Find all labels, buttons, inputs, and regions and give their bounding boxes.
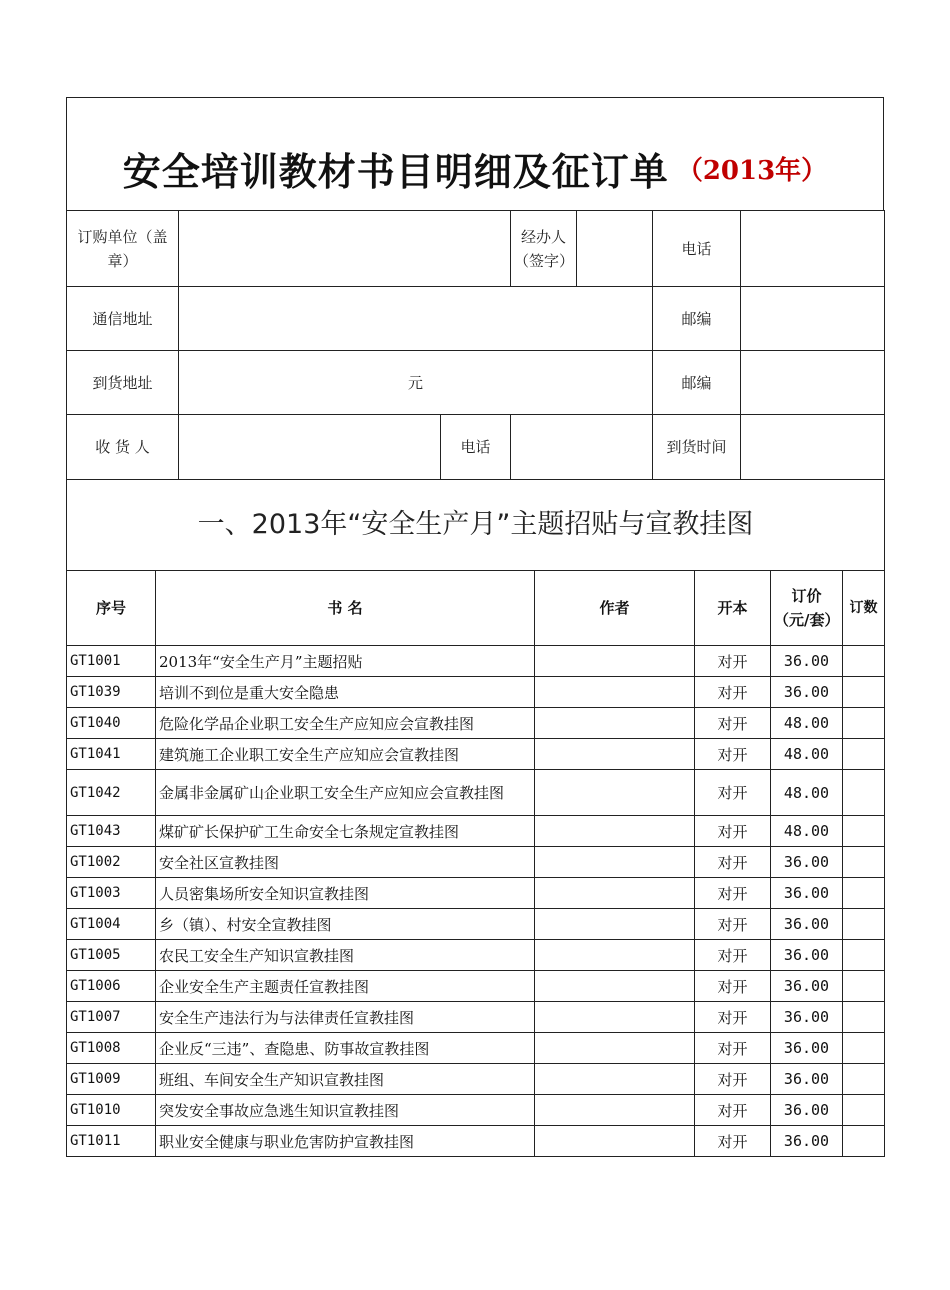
row-format: 对开 (695, 909, 771, 940)
handler-label: 经办人（签字） (511, 211, 577, 287)
table-row (67, 909, 885, 940)
row-name: 危险化学品企业职工安全生产应知应会宣教挂图 (156, 708, 535, 739)
row-price: 36.00 (771, 878, 843, 909)
row-code: GT1003 (67, 878, 156, 909)
row-name: 安全社区宣教挂图 (156, 847, 535, 878)
row-price: 36.00 (771, 1033, 843, 1064)
row-format: 对开 (695, 816, 771, 847)
table-row (67, 847, 885, 878)
row-name: 煤矿矿长保护矿工生命安全七条规定宣教挂图 (156, 816, 535, 847)
row-format: 对开 (695, 1064, 771, 1095)
row-author (535, 708, 695, 739)
row-price: 48.00 (771, 816, 843, 847)
row-price: 48.00 (771, 770, 843, 816)
header-format: 开本 (695, 571, 771, 646)
row-code: GT1002 (67, 847, 156, 878)
order-info-table (66, 210, 885, 571)
address-field[interactable] (179, 287, 653, 351)
table-row (67, 1126, 885, 1157)
row-code: GT1039 (67, 677, 156, 708)
row-author (535, 971, 695, 1002)
row-price: 36.00 (771, 1126, 843, 1157)
row-name: 培训不到位是重大安全隐患 (156, 677, 535, 708)
row-code: GT1005 (67, 940, 156, 971)
catalog-header-row (67, 571, 885, 646)
table-row (67, 878, 885, 909)
row-author (535, 909, 695, 940)
row-author (535, 878, 695, 909)
row-code: GT1010 (67, 1095, 156, 1126)
delivery-zip-label: 邮编 (653, 351, 741, 415)
delivery-zip-field[interactable] (741, 351, 885, 415)
title-box (66, 97, 884, 211)
row-format: 对开 (695, 847, 771, 878)
row-format: 对开 (695, 677, 771, 708)
row-qty[interactable] (843, 708, 885, 739)
row-format: 对开 (695, 971, 771, 1002)
table-row (67, 708, 885, 739)
form-title: 安全培训教材书目明细及征订单 (122, 148, 669, 194)
header-author: 作者 (535, 571, 695, 646)
row-author (535, 1064, 695, 1095)
row-price: 36.00 (771, 1064, 843, 1095)
phone-field[interactable] (741, 211, 885, 287)
receiver-phone-label: 电话 (441, 415, 511, 480)
row-code: GT1041 (67, 739, 156, 770)
row-code: GT1043 (67, 816, 156, 847)
address-zip-field[interactable] (741, 287, 885, 351)
address-label: 通信地址 (67, 287, 179, 351)
row-code: GT1011 (67, 1126, 156, 1157)
table-row (67, 1064, 885, 1095)
buyer-field[interactable] (179, 211, 511, 287)
row-name: 乡（镇）、村安全宣教挂图 (156, 909, 535, 940)
row-author (535, 1095, 695, 1126)
row-qty[interactable] (843, 770, 885, 816)
buyer-label: 订购单位（盖章） (67, 211, 179, 287)
table-row (67, 739, 885, 770)
row-name: 金属非金属矿山企业职工安全生产应知应会宣教挂图 (156, 770, 535, 816)
receiver-label: 收 货 人 (67, 415, 179, 480)
handler-field[interactable] (577, 211, 653, 287)
row-format: 对开 (695, 878, 771, 909)
table-row (67, 940, 885, 971)
row-code: GT1006 (67, 971, 156, 1002)
table-row (67, 971, 885, 1002)
row-qty[interactable] (843, 816, 885, 847)
header-seq: 序号 (67, 571, 156, 646)
row-name: 农民工安全生产知识宣教挂图 (156, 940, 535, 971)
row-qty[interactable] (843, 847, 885, 878)
row-price: 36.00 (771, 971, 843, 1002)
row-author (535, 816, 695, 847)
row-format: 对开 (695, 770, 771, 816)
row-qty[interactable] (843, 1002, 885, 1033)
table-row (67, 677, 885, 708)
row-name: 安全生产违法行为与法律责任宣教挂图 (156, 1002, 535, 1033)
row-format: 对开 (695, 708, 771, 739)
row-name: 人员密集场所安全知识宣教挂图 (156, 878, 535, 909)
row-code: GT1001 (67, 646, 156, 677)
row-name: 企业反“三违”、查隐患、防事故宣教挂图 (156, 1033, 535, 1064)
section-title: 一、2013年“安全生产月”主题招贴与宣教挂图 (67, 480, 885, 571)
row-qty[interactable] (843, 940, 885, 971)
row-author (535, 677, 695, 708)
row-price: 48.00 (771, 708, 843, 739)
row-name: 突发安全事故应急逃生知识宣教挂图 (156, 1095, 535, 1126)
row-qty[interactable] (843, 1095, 885, 1126)
table-row (67, 1033, 885, 1064)
row-format: 对开 (695, 940, 771, 971)
row-price: 36.00 (771, 1002, 843, 1033)
arrival-time-label: 到货时间 (653, 415, 741, 480)
row-qty[interactable] (843, 739, 885, 770)
row-format: 对开 (695, 1033, 771, 1064)
address-zip-label: 邮编 (653, 287, 741, 351)
catalog-table (66, 570, 885, 1157)
row-qty[interactable] (843, 971, 885, 1002)
row-code: GT1042 (67, 770, 156, 816)
row-price: 36.00 (771, 1095, 843, 1126)
header-name: 书 名 (156, 571, 535, 646)
row-qty[interactable] (843, 1064, 885, 1095)
row-name: 建筑施工企业职工安全生产应知应会宣教挂图 (156, 739, 535, 770)
row-qty[interactable] (843, 909, 885, 940)
row-price: 36.00 (771, 847, 843, 878)
row-code: GT1009 (67, 1064, 156, 1095)
row-name: 职业安全健康与职业危害防护宣教挂图 (156, 1126, 535, 1157)
arrival-time-field[interactable] (741, 415, 885, 480)
phone-label: 电话 (653, 211, 741, 287)
row-name: 班组、车间安全生产知识宣教挂图 (156, 1064, 535, 1095)
row-qty[interactable] (843, 878, 885, 909)
row-author (535, 739, 695, 770)
row-author (535, 1126, 695, 1157)
row-format: 对开 (695, 1002, 771, 1033)
order-form (66, 97, 884, 1157)
row-format: 对开 (695, 646, 771, 677)
row-name: 企业安全生产主题责任宣教挂图 (156, 971, 535, 1002)
row-code: GT1007 (67, 1002, 156, 1033)
delivery-field[interactable]: 元 (179, 351, 653, 415)
row-name: 2013年“安全生产月”主题招贴 (156, 646, 535, 677)
row-author (535, 940, 695, 971)
row-qty[interactable] (843, 1033, 885, 1064)
row-price: 48.00 (771, 739, 843, 770)
table-row (67, 1095, 885, 1126)
row-qty[interactable] (843, 646, 885, 677)
row-author (535, 1002, 695, 1033)
form-year: （2013年） (676, 155, 828, 186)
row-author (535, 847, 695, 878)
table-row (67, 646, 885, 677)
row-author (535, 770, 695, 816)
row-price: 36.00 (771, 940, 843, 971)
row-author (535, 1033, 695, 1064)
row-format: 对开 (695, 739, 771, 770)
row-format: 对开 (695, 1095, 771, 1126)
table-row (67, 770, 885, 816)
header-price: 订价（元/套） (771, 571, 843, 646)
row-qty[interactable] (843, 1126, 885, 1157)
row-code: GT1004 (67, 909, 156, 940)
row-code: GT1040 (67, 708, 156, 739)
row-price: 36.00 (771, 677, 843, 708)
header-qty: 订数 (843, 571, 885, 646)
row-qty[interactable] (843, 677, 885, 708)
table-row (67, 816, 885, 847)
row-code: GT1008 (67, 1033, 156, 1064)
receiver-phone-field[interactable] (511, 415, 653, 480)
row-price: 36.00 (771, 909, 843, 940)
row-price: 36.00 (771, 646, 843, 677)
row-author (535, 646, 695, 677)
table-row (67, 1002, 885, 1033)
delivery-label: 到货地址 (67, 351, 179, 415)
receiver-field[interactable] (179, 415, 441, 480)
row-format: 对开 (695, 1126, 771, 1157)
